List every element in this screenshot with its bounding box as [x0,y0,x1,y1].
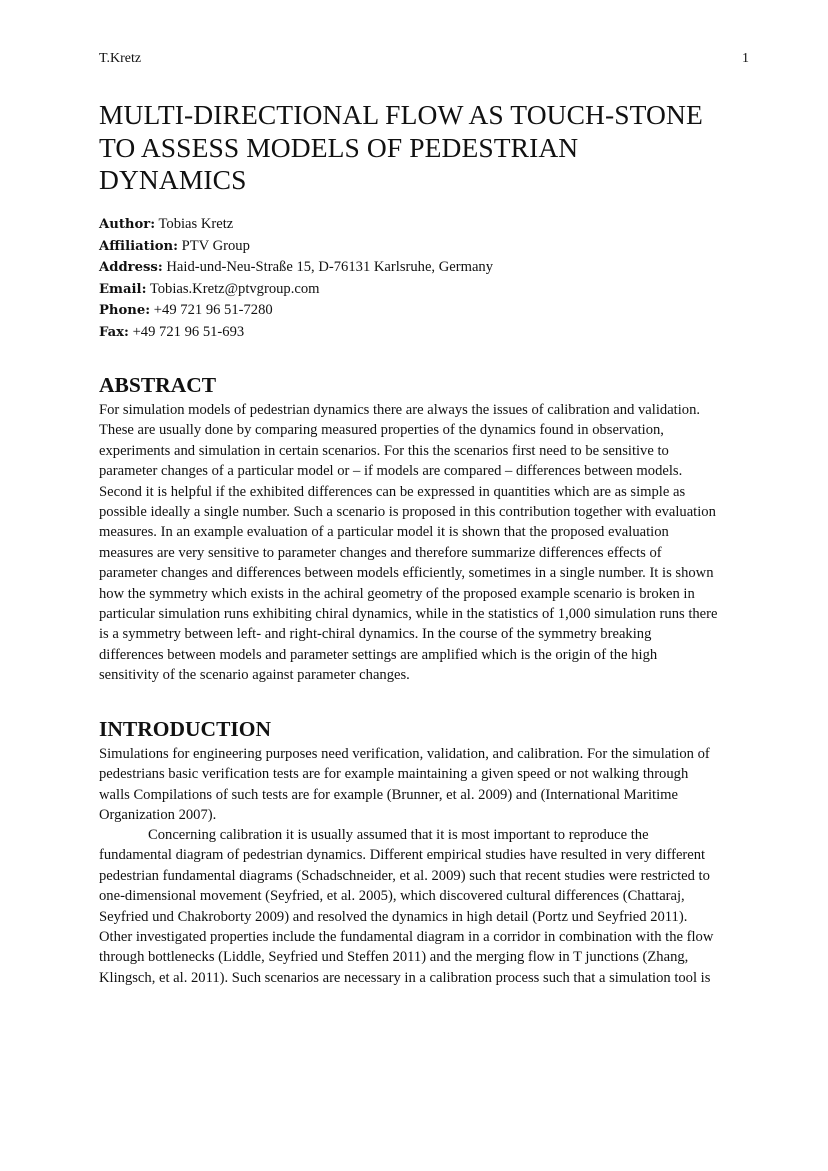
paper-title [99,99,749,197]
intro-line: Other investigated properties include the fundamental diagram in a corridor in combination with the flow [99,929,714,946]
abstract-line: sensitivity of the scenario against parameter changes. [99,667,410,684]
address-label: Address: [99,260,163,276]
abstract-line: particular simulation runs exhibiting chiral dynamics, while in the statistics of 1,000 simulation runs there [99,606,718,623]
abstract-line: measures. In an example evaluation of a particular model it is shown that the proposed evaluation [99,524,669,541]
page-number: 1 [742,51,749,66]
email-label: Email: [99,281,147,297]
phone-label: Phone: [99,303,151,319]
phone-value: +49 721 96 51-7280 [150,302,273,319]
fax-label: Fax: [99,324,129,340]
abstract-heading: ABSTRACT [99,373,217,397]
intro-line: fundamental diagram of pedestrian dynamics. Different empirical studies have resulted in very different [99,847,706,864]
header-author: T.Kretz [99,51,142,66]
email-value: Tobias.Kretz@ptvgroup.com [146,280,320,297]
abstract-paragraph [99,400,751,686]
abstract-line: For simulation models of pedestrian dynamics there are always the issues of calibration and validation. [99,402,701,418]
intro-line: one-dimensional movement (Seyfried, et al. 2005), which discovered cultural differences (Chattaraj, [99,888,685,905]
author-value: Tobias Kretz [155,216,234,232]
affiliation-row [99,236,749,258]
abstract-line: differences between models and parameter settings are amplified which is the origin of the high [99,646,658,663]
abstract-line: experiments and simulation in certain scenarios. For this the scenarios first need to be sensitive to [99,442,669,459]
abstract-line: Second it is helpful if the exhibited differences can be expressed in quantities which are as simple as [99,483,686,500]
address-value: Haid-und-Neu-Straße 15, D-76131 Karlsruhe, Germany [162,259,494,276]
introduction-paragraph-1 [99,744,751,826]
abstract-line: parameter changes of a particular model or – if models are compared – differences between models. [99,463,683,480]
phone-row [99,300,749,322]
abstract-line: is a symmetry between left- and right-chiral dynamics. In the course of the symmetry breaking [99,626,652,643]
title-line: TO ASSESS MODELS OF PEDESTRIAN [99,131,579,163]
intro-line: Concerning calibration it is usually assumed that it is most important to reproduce the [148,827,649,843]
intro-line: through bottlenecks (Liddle, Seyfried und Steffen 2011) and the merging flow in T junctions (Zhang, [99,949,689,966]
fax-value: +49 721 96 51-693 [128,323,245,340]
fax-row [99,322,749,344]
abstract-line: possible ideally a single number. Such a scenario is proposed in this contribution together with evaluation [99,504,716,521]
title-line: DYNAMICS [99,164,247,195]
affiliation-value: PTV Group [177,237,250,254]
abstract-line: how the symmetry which exists in the achiral geometry of the proposed example scenario is broken in [99,585,695,602]
intro-line: pedestrian fundamental diagrams (Schadschneider, et al. 2009) such that recent studies were restricted to [99,867,710,884]
author-label: Author: [99,217,156,232]
author-row [99,214,749,236]
intro-line: pedestrians basic verification tests are for example maintaining a given speed or not walking through [99,766,689,783]
abstract-line: These are usually done by comparing measured properties of the dynamics found in observation, [99,422,664,439]
abstract-line: measures are very sensitive to parameter changes and therefore summarize differences effects of [99,544,662,561]
introduction-paragraph-2 [99,825,751,988]
intro-line: walls Compilations of such tests are for example (Brunner, et al. 2009) and (International Maritime [99,786,678,803]
affiliation-label: Affiliation: [99,238,178,254]
author-info-block [99,214,749,344]
intro-line: Simulations for engineering purposes need verification, validation, and calibration. For the simulation of [99,746,710,762]
intro-line: Seyfried und Chakroborty 2009) and resolved the dynamics in high detail (Portz und Seyfried 2011). [99,908,688,925]
title-line: MULTI-DIRECTIONAL FLOW AS TOUCH-STONE [99,99,703,130]
intro-line: Klingsch, et al. 2011). Such scenarios are necessary in a calibration process such that a simulation tool is [99,969,711,986]
abstract-line: parameter changes and differences between models efficiently, sometimes in a single number. It is shown [99,565,714,582]
address-row [99,257,749,279]
introduction-heading: INTRODUCTION [99,717,272,741]
email-row [99,279,749,301]
intro-line: Organization 2007). [99,807,217,824]
